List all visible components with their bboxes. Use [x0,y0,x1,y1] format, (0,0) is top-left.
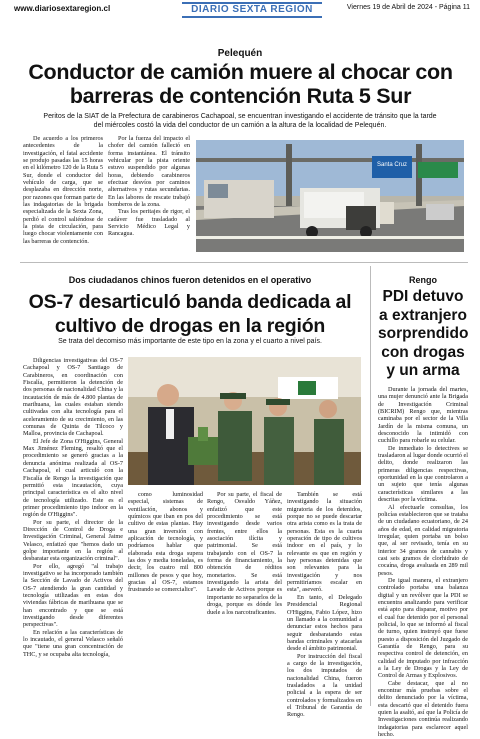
article3-headline: PDI detuvo a extranjero sorprendido con drogas y un arma [378,288,469,379]
article2-column-2 [128,491,203,594]
paragraph: El Jefe de Zona O'Higgins, General Max Jiménez Fleming, resaltó que el procedimiento se generó gracias a la denuncia anónima realizada al OS-7 Cachapoal, el cual articuló con la Fiscalía de Rengo la investigación que permitió esta incautación, cuya principal característica es el alto nivel de tecnología utilizado. Este es el primer procedimiento tipo indoor en la región de O'Higgins". [23,437,123,519]
road-sign-text: Santa Cruz [376,162,408,168]
site-url: www.diariosextaregion.cl [14,4,111,13]
officials-scene [128,357,361,485]
article1-deck: Peritos de la SIAT de la Prefectura de carabineros Cachapoal, se encuentran investigando el accidente de tránsito que la tarde del miércoles costó la vida del conductor de un camión a la altura de la localidad de Pelequén. [43,113,437,129]
paragraph: Tras los peritajes de rigor, el cadáver fue trasladado al Servicio Médico Legal y Rancagua. [108,208,190,238]
article2-column-1 [23,357,123,658]
paragraph: Por su parte, el director de la Dirección de Control de Droga e Investigación Criminal, General Jaime Velasco, enfatizó que "hemos dado un golpe importante en la región al desbaratar esta organización criminal". [23,518,123,563]
paragraph: Por la fuerza del impacto el chofer del camión falleció en forma instantánea. El tránsito vehicular por la pista oriente estuvo suspendido por algunas horas, debiendo carabineros efectuar desvíos por caminos alternativos y rutas secundarias. En las labores de rescate trabajó bomberos de la zona. [108,135,190,209]
paragraph: Al efectuarle consultas, los policías establecieron que se trataba de un ciudadano ecuatoriano, de 24 años de edad, en calidad migratoria irregular, quien portaba un bolso que, al ser revisado, tenía en su interior 34 gramos de cannabis y casi seis gramos de clorhidrato de cocaína, droga avaluada en 289 mil pesos. [378,503,468,577]
press-conference-photo [128,357,361,485]
newspaper-name: DIARIO SEXTA REGIÓN [182,2,322,18]
article1-column-1 [23,135,103,245]
paragraph: De acuerdo a los primeros antecedentes de la investigación, el fatal accidente se produjo pasadas las 15 horas en el kilómetro 120 de la Ruta 5 Sur, donde el conductor del vehículo de carga, que se desplazaba en dirección norte, por razones que forman parte de las indagatorias de la brigada especializada de la Sexta Zona, perdió el control saliéndose de la pista de circulación, para luego chocar violentamente con las barreras de contención. [23,135,103,245]
article3-column [378,386,468,739]
article1-headline: Conductor de camión muere al chocar con barreras de contención Ruta 5 Sur [28,60,453,108]
paragraph: como luminosidad especial, sistemas de ventilación, abonos y químicos que iban en pos del cultivo de estas plantas. Hay una gran inversión con aplicación de tecnología, y podríamos hablar que elaborada esta droga supera las dos y media toneladas, es decir, los cuatro mil 800 millones de pesos y que hoy, gracias al OS-7, estamos frustrando se comercialice". [128,491,203,594]
article2-column-4 [287,491,362,719]
paragraph: Diligencias investigativas del OS-7 Cachapoal y OS-7 Santiago de Carabineros, en coordinación con Fiscalía, permitieron la detención de dos personas de nacionalidad China y la incautación de más de 4.800 plantas de marihuana, las cuales estaban siendo cultivadas con alta tecnología para el aceleramiento de su crecimiento, en las comunas de Quinta de Tilcoco y Malloa, provincia de Cachapoal. [23,357,123,438]
article2-kicker: Dos ciudadanos chinos fueron detenidos en el operativo [68,275,312,285]
paragraph: De inmediato lo detectives se trasladaron al lugar donde ocurrió el delito, donde realizaron las primeras diligencias respectivas, oportunidad en la que controlaron a un sujeto que tenía algunas características similares a las descritas por la víctima. [378,444,468,504]
highway-scene [196,140,464,252]
paragraph: En relación a las características de lo incautado, el general Velasco señaló que "tiene una gran concentración de THC, y se ocupaba alta tecnología, [23,628,123,658]
column-divider [370,266,371,706]
article1-column-2 [108,135,190,238]
paragraph: De igual manera, el extranjero controlado portaba una balanza digital y un revólver que la PDI se encuentra analizando para verificar está apto para disparar, motivo por el cual fue detenido por el personal policial, lo que se informó al fiscal de turno, quien instruyó que fuese puesto a disposición del Juzgado de Garantía de Rengo, para su respectiva control de detención, en calidad de imputado por infracción a la Ley de Drogas y la Ley de Control de Armas y Explosivos. [378,576,468,680]
paragraph: Por instrucción del fiscal a cargo de la investigación, los dos imputados de nacionalidad China, fueron trasladados a la unidad policial a la espera de ser controlados y formalizados en el Tribunal de Garantía de Rengo. [287,652,362,719]
article1-kicker: Pelequén [217,48,263,59]
paragraph: También se está investigando la situación migratoria de los detenidos, porque no se puede descartar otra arista como es la trata de personas. Esta es la cuarta operación de tipo de cultivos indoor en el país, y lo relevante es que en región y hay personas detenidas que son relevantes para la investigación y nos permitiríamos escalar en esta", aseveró. [287,491,362,594]
paragraph: Por ello, agregó "al trabajo investigativo se ha incorporado también la Sección de Lavado de Activos del OS-7 atendiendo la gran cantidad y tecnología utilizadas en estas dos viviendas fábricas de marihuana que se han encontrado y que se está investigando desde diferentes perspectivas". [23,562,123,629]
masthead [6,0,474,26]
article2-deck: Se trata del decomiso más importante de este tipo en la zona y el cuarto a nivel país. [58,338,322,345]
paragraph: En tanto, el Delegado Presidencial Regional O'Higgins, Fabio López, hizo un llamado a la comunidad a denunciar estos hechos para seguir desbaratando estas bandas criminales y atacarlas desde el ámbito patrimonial. [287,593,362,653]
date-page: Viernes 19 de Abril de 2024 - Página 11 [346,4,470,11]
truck-accident-photo [196,140,464,252]
article2-column-3 [207,491,282,616]
article3-kicker: Rengo [409,275,437,285]
article2-headline: OS-7 desarticuló banda dedicada al cultivo de drogas en la región [28,291,352,337]
paragraph: Cabe destacar, que al no encontrar más pruebas sobre el delito denunciado por la víctima, esta descartó que el detenido fuera quien la asaltó, así que la Policía de Investigaciones continúa realizando indagatorias para esclarecer aquel hecho. [378,679,468,739]
divider [20,262,468,263]
paragraph: Durante la jornada del martes, una mujer denunció ante la Brigada de Investigación Criminal (BICRIM) Rengo que, mientras caminaba por el sector de la Villa Jardín de la misma comuna, un desconocido la intimidó con cuchillo para robarle su celular. [378,386,468,445]
paragraph: Por su parte, el fiscal de Rengo, Osvaldo Yáñez, enfatizó que este procedimiento se está investigando desde varios frentes, entre ellos la asociación ilícita y patrimonial. Se está trabajando con el OS-7 la forma de financiamiento, la obtención de réditos monetarios. Se está investigando la arista del Lavado de Activos porque es importante no separarlos de la droga, porque es dónde les duele a los narcotraficantes. [207,491,282,616]
